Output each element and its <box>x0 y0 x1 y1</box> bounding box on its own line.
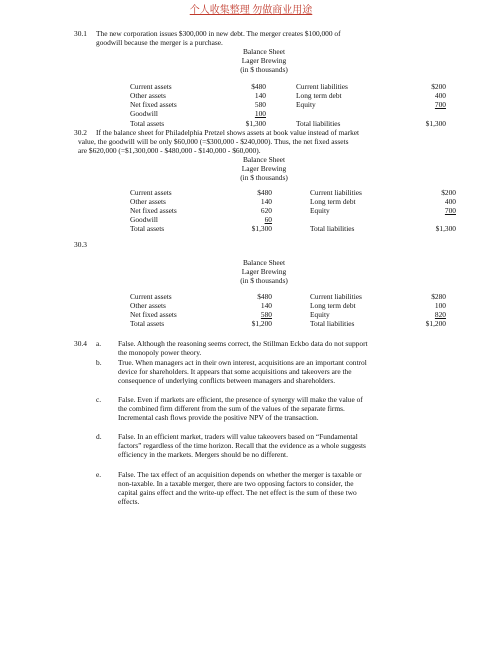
asset-label: Goodwill <box>130 109 158 118</box>
balance-sheet-company: Lager Brewing <box>241 267 287 276</box>
asset-label: Net fixed assets <box>130 206 177 215</box>
asset-value: $1,300 <box>245 119 266 128</box>
asset-label: Net fixed assets <box>130 310 177 319</box>
paragraph-line: False. The tax effect of an acquisition depends on whether the merger is taxable or <box>118 470 362 479</box>
liability-label: Total liabilities <box>310 319 355 328</box>
item-label: c. <box>96 395 102 404</box>
asset-value: $480 <box>251 82 266 91</box>
asset-value: 620 <box>260 206 272 215</box>
item-label: d. <box>96 432 102 441</box>
balance-sheet-company: Lager Brewing <box>241 164 287 173</box>
problem-number: 30.1 <box>74 29 87 38</box>
paragraph-line: True. When managers act in their own interest, acquisitions are an important control <box>118 358 367 367</box>
asset-value: 580 <box>260 310 272 319</box>
paragraph-line: the combined firm different from the sum of the values of the separate firms. <box>118 404 345 413</box>
balance-sheet-title: Balance Sheet <box>242 47 286 56</box>
asset-value: 140 <box>254 91 266 100</box>
liability-label: Current liabilities <box>296 82 348 91</box>
liability-value: $200 <box>431 82 446 91</box>
paragraph-line: The new corporation issues $300,000 in new debt. The merger creates $100,000 of <box>96 29 341 38</box>
paragraph-line: consequence of underlying conflicts between managers and shareholders. <box>118 376 336 385</box>
paragraph-line: goodwill because the merger is a purchase. <box>96 38 223 47</box>
paragraph-line: False. In an efficient market, traders will value takeovers based on “Fundamental <box>118 432 358 441</box>
asset-label: Other assets <box>130 197 166 206</box>
paragraph-line: efficiency in the markets. Mergers should be no different. <box>118 450 288 459</box>
liability-value: 820 <box>434 310 446 319</box>
balance-sheet-units: (in $ thousands) <box>240 173 288 182</box>
balance-sheet-title: Balance Sheet <box>242 258 286 267</box>
asset-label: Total assets <box>130 224 165 233</box>
asset-label: Total assets <box>130 119 165 128</box>
paragraph-line: non-taxable. In a taxable merger, there are two opposing factors to consider, the <box>118 479 354 488</box>
problem-number: 30.4 <box>74 339 87 348</box>
paragraph-line: capital gains effect and the write-up effect. The net effect is the sum of these two <box>118 488 357 497</box>
liability-value: $1,200 <box>425 319 446 328</box>
item-label: e. <box>96 470 102 479</box>
asset-label: Net fixed assets <box>130 100 177 109</box>
asset-label: Current assets <box>130 82 172 91</box>
item-label: b. <box>96 358 102 367</box>
paragraph-line: False. Even if markets are efficient, the presence of synergy will make the value of <box>118 395 363 404</box>
asset-label: Current assets <box>130 188 172 197</box>
paragraph-line: factors” regardless of the time horizon. Recall that the evidence as a whole suggests <box>118 441 366 450</box>
asset-label: Current assets <box>130 292 172 301</box>
paragraph-line: device for shareholders. It appears that some acquisitions and takeovers are the <box>118 367 352 376</box>
liability-label: Equity <box>296 100 316 109</box>
liability-value: $1,300 <box>425 119 446 128</box>
liability-label: Total liabilities <box>310 224 355 233</box>
liability-label: Current liabilities <box>310 188 362 197</box>
paragraph-line: Incremental cash flows provide the positive NPV of the transaction. <box>118 413 319 422</box>
liability-value: $280 <box>431 292 446 301</box>
liability-label: Long term debt <box>296 91 342 100</box>
liability-value: 400 <box>434 91 446 100</box>
paragraph-line: the monopoly power theory. <box>118 348 202 357</box>
liability-label: Equity <box>310 206 330 215</box>
paragraph-line: False. Although the reasoning seems correct, the Stillman Eckbo data do not support <box>118 339 368 348</box>
liability-label: Total liabilities <box>296 119 341 128</box>
problem-number: 30.3 <box>74 240 87 249</box>
asset-label: Other assets <box>130 301 166 310</box>
liability-label: Current liabilities <box>310 292 362 301</box>
paragraph-line: effects. <box>118 497 140 506</box>
asset-value: $480 <box>257 188 272 197</box>
problem-number: 30.2 <box>74 128 87 137</box>
asset-value: 140 <box>260 197 272 206</box>
liability-value: 700 <box>434 100 446 109</box>
balance-sheet-title: Balance Sheet <box>242 155 286 164</box>
liability-value: 100 <box>434 301 446 310</box>
asset-value: 140 <box>260 301 272 310</box>
balance-sheet-units: (in $ thousands) <box>240 276 288 285</box>
page-header: 个人收集整理 勿做商业用途 <box>189 5 313 16</box>
liability-label: Long term debt <box>310 301 356 310</box>
asset-value: 60 <box>264 215 272 224</box>
asset-value: $1,300 <box>251 224 272 233</box>
liability-value: 400 <box>444 197 456 206</box>
paragraph-line: If the balance sheet for Philadelphia Pretzel shows assets at book value instead of market <box>96 128 360 137</box>
liability-label: Long term debt <box>310 197 356 206</box>
balance-sheet-units: (in $ thousands) <box>240 65 288 74</box>
liability-value: 700 <box>444 206 456 215</box>
asset-value: 580 <box>254 100 266 109</box>
asset-value: 100 <box>254 109 266 118</box>
paragraph-line: value, the goodwill will be only $60,000 (=$300,000 - $240,000). Thus, the net fixed assets <box>78 137 349 146</box>
liability-value: $200 <box>441 188 456 197</box>
item-label: a. <box>96 339 102 348</box>
asset-label: Total assets <box>130 319 165 328</box>
asset-value: $1,200 <box>251 319 272 328</box>
asset-label: Goodwill <box>130 215 158 224</box>
liability-value: $1,300 <box>435 224 456 233</box>
liability-label: Equity <box>310 310 330 319</box>
paragraph-line: are $620,000 (=$1,300,000 - $480,000 - $140,000 - $60,000). <box>78 146 261 155</box>
asset-value: $480 <box>257 292 272 301</box>
asset-label: Other assets <box>130 91 166 100</box>
balance-sheet-company: Lager Brewing <box>241 56 287 65</box>
